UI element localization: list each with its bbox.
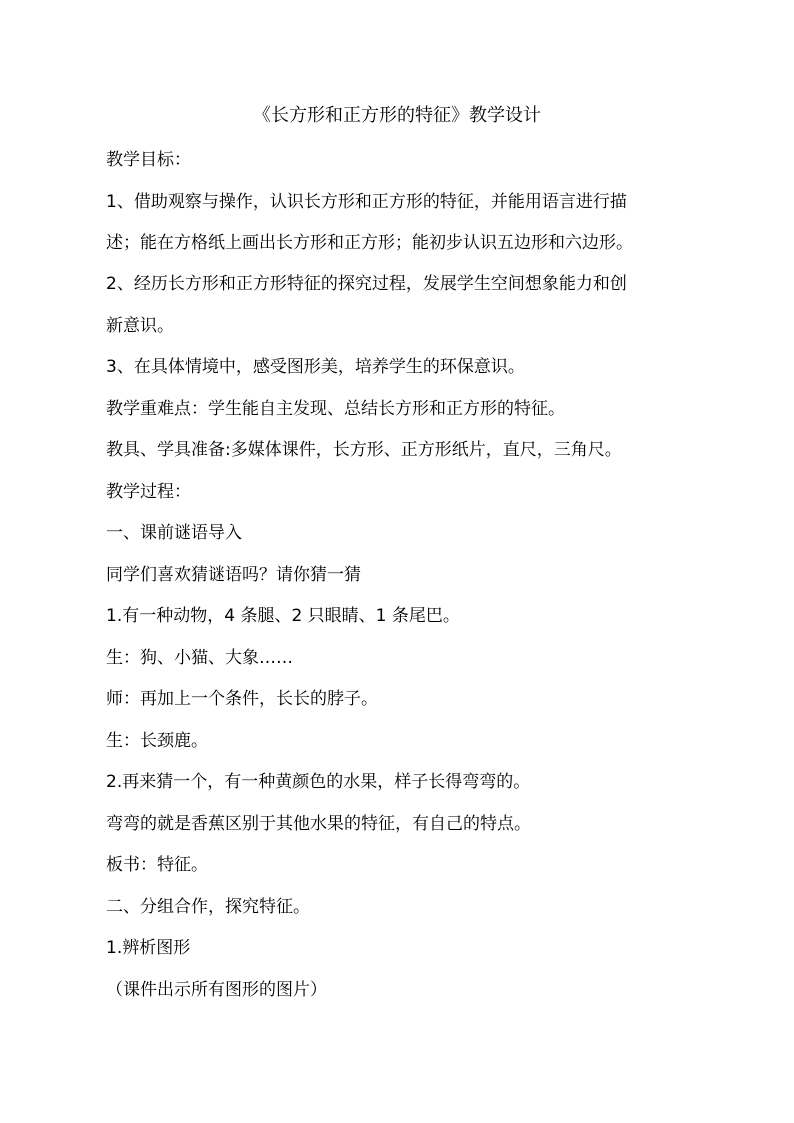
line-goal-1-part-2: 述；能在方格纸上画出长方形和正方形；能初步认识五边形和六边形。 [106,233,633,253]
line-riddle-2: 2.再来猜一个，有一种黄颜色的水果，样子长得弯弯的。 [106,772,531,792]
document-title: 《长方形和正方形的特征》教学设计 [253,105,541,126]
line-section-one-heading: 一、课前谜语导入 [106,523,242,543]
line-banana-explanation: 弯弯的就是香蕉区别于其他水果的特征，有自己的特点。 [106,814,531,834]
line-key-difficulties: 教学重难点：学生能自主发现、总结长方形和正方形的特征。 [106,399,565,419]
line-identify-shapes: 1.辨析图形 [106,938,191,958]
line-section-two-heading: 二、分组合作，探究特征。 [106,897,310,917]
line-teaching-goals-heading: 教学目标： [106,150,191,170]
line-goal-3: 3、在具体情境中，感受图形美，培养学生的环保意识。 [106,357,525,377]
line-teaching-process-heading: 教学过程： [106,482,191,502]
line-courseware-note: （课件出示所有图形的图片） [106,980,327,1000]
line-student-answer-2: 生：长颈鹿。 [106,731,208,751]
line-riddle-1: 1.有一种动物，4 条腿、2 只眼睛、1 条尾巴。 [106,606,460,626]
line-riddle-intro: 同学们喜欢猜谜语吗？请你猜一猜 [106,565,361,585]
line-teaching-tools: 教具、学具准备:多媒体课件，长方形、正方形纸片，直尺，三角尺。 [106,440,622,460]
line-goal-2-part-2: 新意识。 [106,316,174,336]
line-student-answer-1: 生：狗、小猫、大象…… [106,648,293,668]
line-board-writing: 板书：特征。 [106,855,208,875]
line-teacher-hint: 师：再加上一个条件，长长的脖子。 [106,689,378,709]
line-goal-1-part-1: 1、借助观察与操作，认识长方形和正方形的特征，并能用语言进行描 [106,192,627,212]
line-goal-2-part-1: 2、经历长方形和正方形特征的探究过程，发展学生空间想象能力和创 [106,274,627,294]
